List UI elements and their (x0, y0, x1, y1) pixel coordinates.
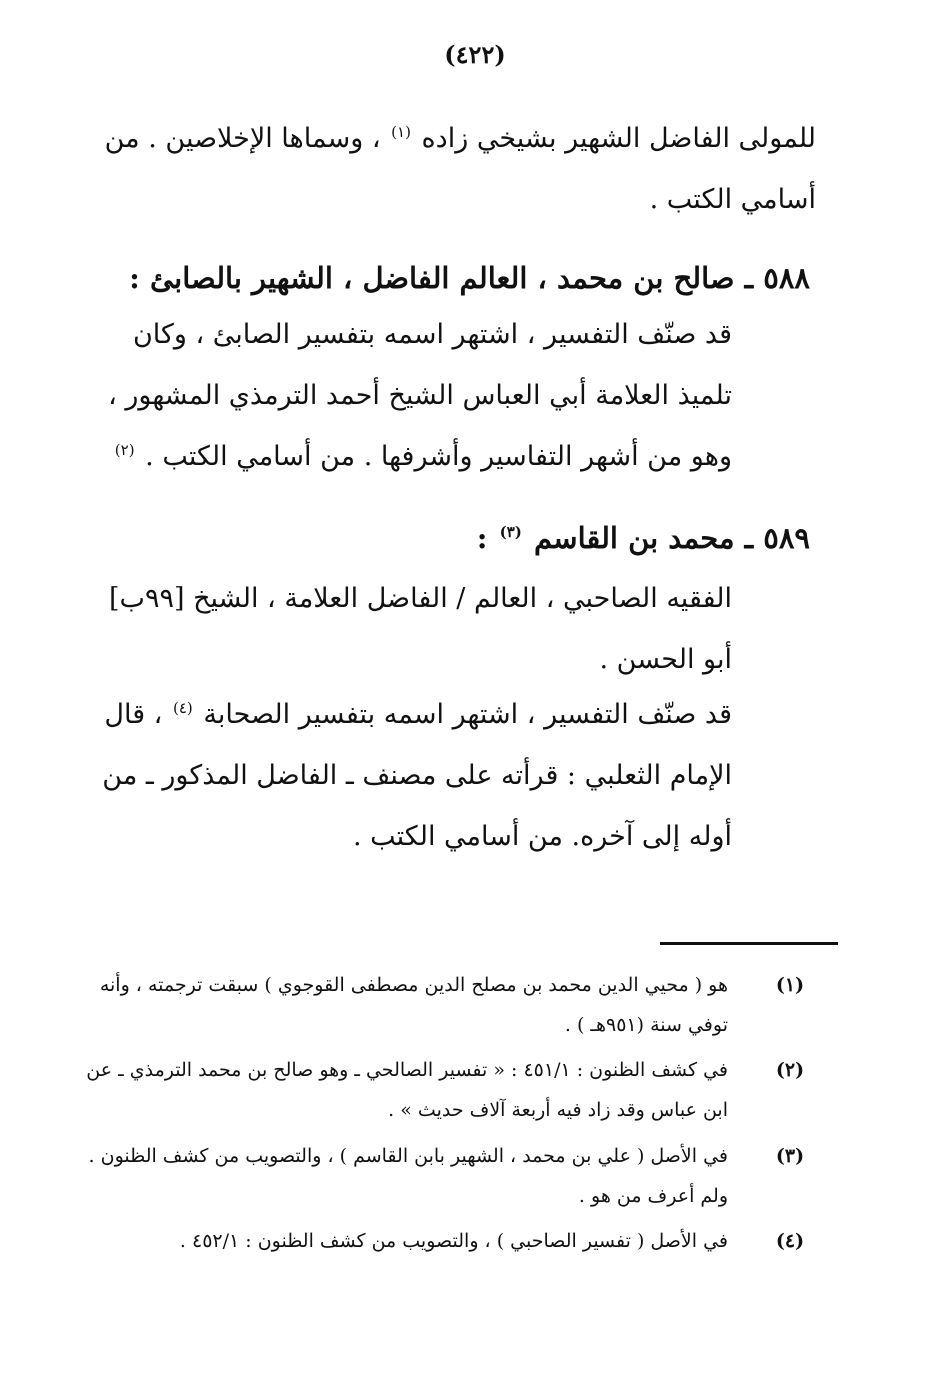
intro-text-continued: ، وسماها الإخلاصين . من أسامي الكتب . (104, 123, 816, 215)
entry-589-paragraph-2 (82, 684, 732, 867)
footnote-number: (١) (775, 974, 805, 996)
footnote-1 (80, 965, 810, 1045)
footnote-text: هو ( محيي الدين محمد بن مصلح الدين مصطفى القوجوي ) سبقت ترجمته ، وأنه توفي سنة (٩٥١هـ ) . (99, 974, 728, 1036)
footnote-ref-3[interactable]: (٣) (499, 523, 522, 542)
footnote-ref-4[interactable]: (٤) (173, 699, 193, 717)
footnote-text: في الأصل ( علي بن محمد ، الشهير بابن القاسم ) ، والتصويب من كشف الظنون . ولم أعرف من هو . (88, 1145, 728, 1207)
entry-588-body (82, 304, 732, 487)
footnote-3 (80, 1136, 810, 1216)
entry-number: ٥٨٨ ـ (744, 261, 810, 295)
footnote-number: (٢) (775, 1059, 805, 1081)
page-number: (٤٢٢) (444, 40, 506, 69)
entry-body-text: قد صنّف التفسير ، اشتهر اسمه بتفسير الصابئ ، وكان تلميذ العلامة أبي العباس الشيخ أحمد الترمذي المشهور ، وهو من أشهر التفاسير وأشرفها . من أسامي الكتب . (108, 319, 732, 472)
footnote-2 (80, 1050, 810, 1130)
footnote-text: في كشف الظنون : ٤٥١/١ : « تفسير الصالحي ـ وهو صالح بن محمد الترمذي ـ عن ابن عباس وقد زاد فيه أربعة آلاف حديث » . (86, 1059, 728, 1121)
footnote-ref-2[interactable]: (٢) (114, 441, 135, 459)
footnote-number: (٤) (775, 1230, 805, 1252)
intro-text: للمولى الفاضل الشهير بشيخي زاده (421, 123, 816, 154)
entry-589-heading (120, 518, 810, 558)
footnote-4 (80, 1221, 810, 1261)
entry-body-text: قد صنّف التفسير ، اشتهر اسمه بتفسير الصحابة (203, 699, 732, 730)
intro-paragraph (78, 108, 816, 230)
entry-title: صالح بن محمد ، العالم الفاضل ، الشهير بالصابئ : (129, 261, 735, 295)
entry-body-text-continued: ، قال الإمام الثعلبي : قرأته على مصنف ـ الفاضل المذكور ـ من أوله إلى آخره. من أسامي الكتب . (102, 699, 732, 852)
entry-number: ٥٨٩ ـ (744, 521, 810, 555)
heading-colon: : (476, 521, 488, 555)
entry-title: محمد بن القاسم (533, 521, 735, 555)
footnote-number: (٣) (775, 1145, 805, 1167)
footnote-ref-1[interactable]: (١) (391, 123, 411, 141)
entry-body-text: الفقيه الصاحبي ، العالم / الفاضل العلامة ، الشيخ [٩٩ب] أبو الحسن . (108, 583, 732, 675)
entry-589-paragraph-1 (82, 568, 732, 690)
footnote-separator (660, 942, 838, 945)
footnote-text: في الأصل ( تفسير الصاحبي ) ، والتصويب من كشف الظنون : ٤٥٢/١ . (179, 1230, 728, 1252)
entry-588-heading (120, 258, 810, 298)
